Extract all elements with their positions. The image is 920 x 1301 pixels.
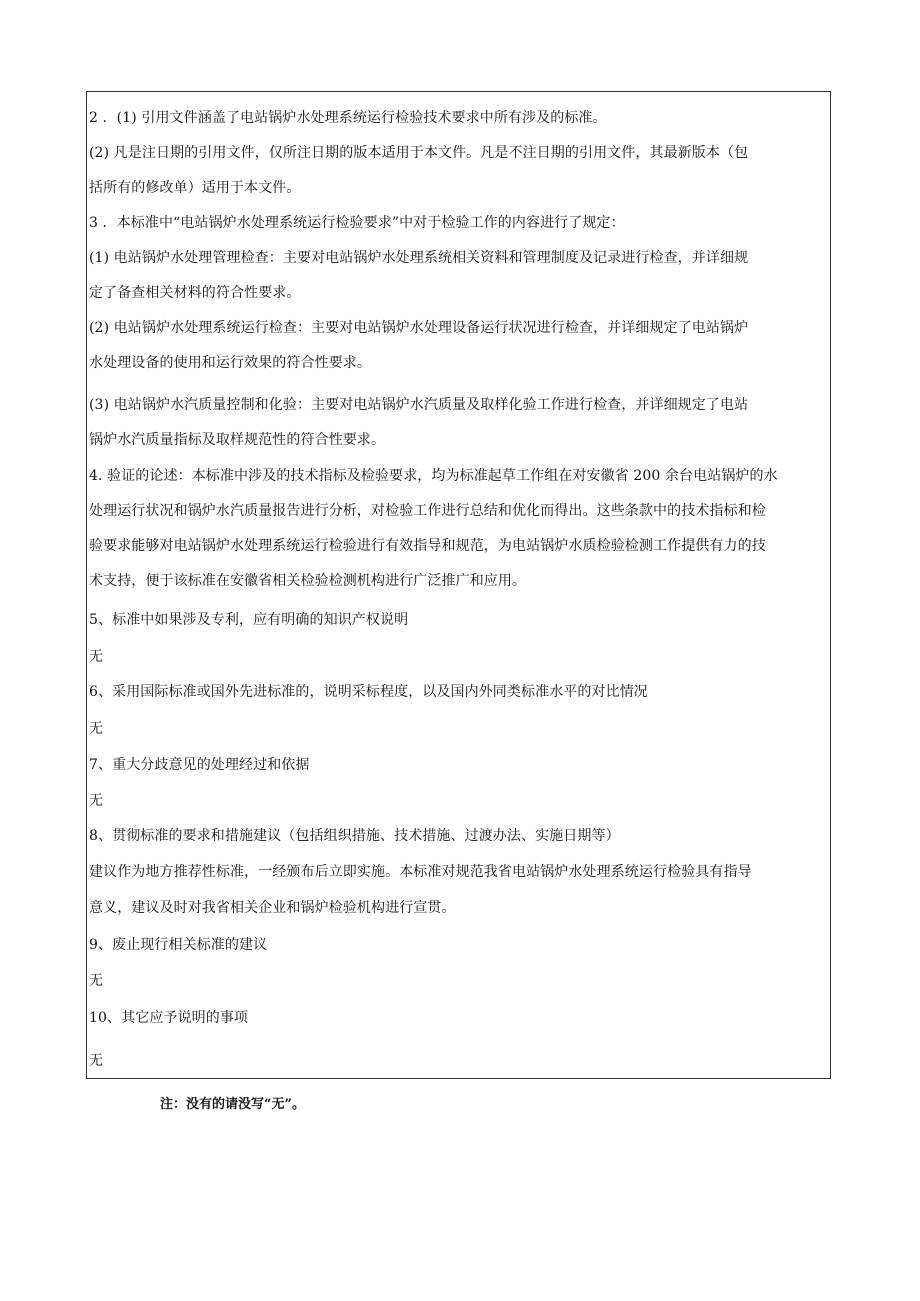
text-line: 验要求能够对电站锅炉水处理系统运行检验进行有效指导和规范，为电站锅炉水质检验检测工作提供有力的技	[89, 538, 766, 554]
text-line: (2) 电站锅炉水处理系统运行检查：主要对电站锅炉水处理设备运行状况进行检查，并详细规定了电站锅炉	[89, 320, 749, 336]
answer-text: 无	[89, 973, 104, 989]
answer-text: 无	[89, 1053, 104, 1069]
section-heading: 10、其它应予说明的事项	[89, 1010, 249, 1026]
section-heading: 5、标准中如果涉及专利，应有明确的知识产权说明	[89, 612, 409, 628]
footnote: 注：没有的请没写“无”。	[160, 1097, 305, 1112]
answer-text: 无	[89, 793, 104, 809]
text-line: (1) 电站锅炉水处理管理检查：主要对电站锅炉水处理系统相关资料和管理制度及记录进行检查，并详细规	[89, 250, 749, 266]
text-line: 4. 验证的论述：本标准中涉及的技术指标及检验要求，均为标准起草工作组在对安徽省 200 余台电站锅炉的水	[89, 468, 778, 484]
section-heading: 9、废止现行相关标准的建议	[89, 937, 268, 953]
text-line: 3 ．本标准中“电站锅炉水处理系统运行检验要求”中对于检验工作的内容进行了规定：	[89, 215, 625, 231]
text-line: 定了备查相关材料的符合性要求。	[89, 285, 301, 301]
text-line: (2) 凡是注日期的引用文件，仅所注日期的版本适用于本文件。凡是不注日期的引用文件，其最新版本（包	[89, 145, 749, 161]
text-line: 括所有的修改单）适用于本文件。	[89, 180, 301, 196]
text-line: 建议作为地方推荐性标准，一经颁布后立即实施。本标准对规范我省电站锅炉水处理系统运行检验具有指导	[89, 864, 752, 880]
text-line: 锅炉水汽质量指标及取样规范性的符合性要求。	[89, 432, 386, 448]
text-line: (3) 电站锅炉水汽质量控制和化验：主要对电站锅炉水汽质量及取样化验工作进行检查，并详细规定了电站	[89, 397, 749, 413]
text-line: 术支持，便于该标准在安徽省相关检验检测机构进行广泛推广和应用。	[89, 573, 527, 589]
section-heading: 8、贯彻标准的要求和措施建议（包括组织措施、技术措施、过渡办法、实施日期等）	[89, 828, 620, 844]
section-heading: 6、采用国际标准或国外先进标准的，说明采标程度，以及国内外同类标准水平的对比情况	[89, 684, 648, 700]
text-line: 处理运行状况和锅炉水汽质量报告进行分析，对检验工作进行总结和优化而得出。这些条款中的技术指标和检	[89, 503, 766, 519]
answer-text: 无	[89, 649, 104, 665]
text-line: 意义，建议及时对我省相关企业和锅炉检验机构进行宣贯。	[89, 900, 456, 916]
text-line: 水处理设备的使用和运行效果的符合性要求。	[89, 355, 371, 371]
answer-text: 无	[89, 721, 104, 737]
content-table	[86, 91, 831, 1079]
text-line: 2 ．(1) 引用文件涵盖了电站锅炉水处理系统运行检验技术要求中所有涉及的标准。	[89, 110, 607, 126]
section-heading: 7、重大分歧意见的处理经过和依据	[89, 757, 310, 773]
